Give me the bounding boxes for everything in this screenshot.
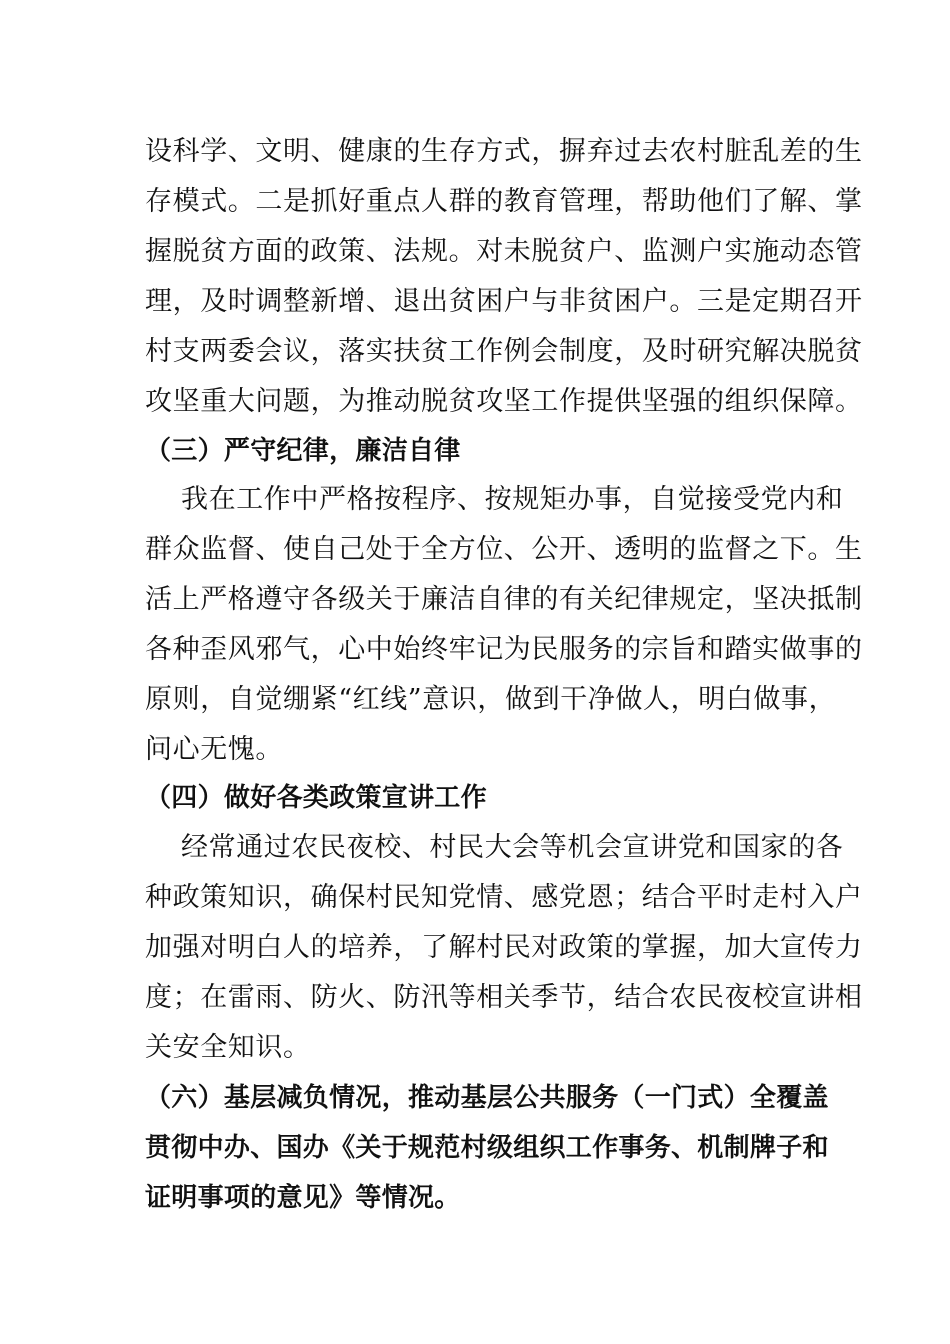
paragraph-line: 关安全知识。: [145, 1032, 311, 1063]
paragraph-line: 各种歪风邪气，心中始终牢记为民服务的宗旨和踏实做事的: [145, 634, 863, 665]
paragraph-line: 问心无愧。: [145, 734, 283, 765]
paragraph-line: 度；在雷雨、防火、防汛等相关季节，结合农民夜校宣讲相: [145, 982, 863, 1013]
paragraph-line: 种政策知识，确保村民知党情、感党恩；结合平时走村入户: [145, 882, 863, 913]
section-heading: 贯彻中办、国办《关于规范村级组织工作事务、机制牌子和: [145, 1133, 829, 1163]
paragraph-line: 我在工作中严格按程序、按规矩办事，自觉接受党内和: [181, 484, 844, 515]
paragraph-line: 设科学、文明、健康的生存方式，摒弃过去农村脏乱差的生: [145, 136, 863, 167]
section-heading: （四）做好各类政策宣讲工作: [145, 783, 487, 813]
paragraph-line: 原则，自觉绷紧“红线”意识，做到干净做人，明白做事，: [145, 684, 837, 715]
paragraph-line: 攻坚重大问题，为推动脱贫攻坚工作提供坚强的组织保障。: [145, 386, 863, 417]
section-heading: 证明事项的意见》等情况。: [145, 1183, 461, 1213]
paragraph-line: 加强对明白人的培养，了解村民对政策的掌握，加大宣传力: [145, 932, 863, 963]
paragraph-line: 理，及时调整新增、退出贫困户与非贫困户。三是定期召开: [145, 286, 863, 317]
section-heading: （三）严守纪律，廉洁自律: [145, 436, 461, 466]
paragraph-line: 活上严格遵守各级关于廉洁自律的有关纪律规定，坚决抵制: [145, 584, 863, 615]
section-heading: （六）基层减负情况，推动基层公共服务（一门式）全覆盖: [145, 1083, 829, 1113]
paragraph-line: 握脱贫方面的政策、法规。对未脱贫户、监测户实施动态管: [145, 236, 863, 267]
paragraph-line: 群众监督、使自己处于全方位、公开、透明的监督之下。生: [145, 534, 863, 565]
paragraph-line: 村支两委会议，落实扶贫工作例会制度，及时研究解决脱贫: [145, 336, 863, 367]
paragraph-line: 经常通过农民夜校、村民大会等机会宣讲党和国家的各: [181, 832, 844, 863]
paragraph-line: 存模式。二是抓好重点人群的教育管理，帮助他们了解、掌: [145, 186, 863, 217]
